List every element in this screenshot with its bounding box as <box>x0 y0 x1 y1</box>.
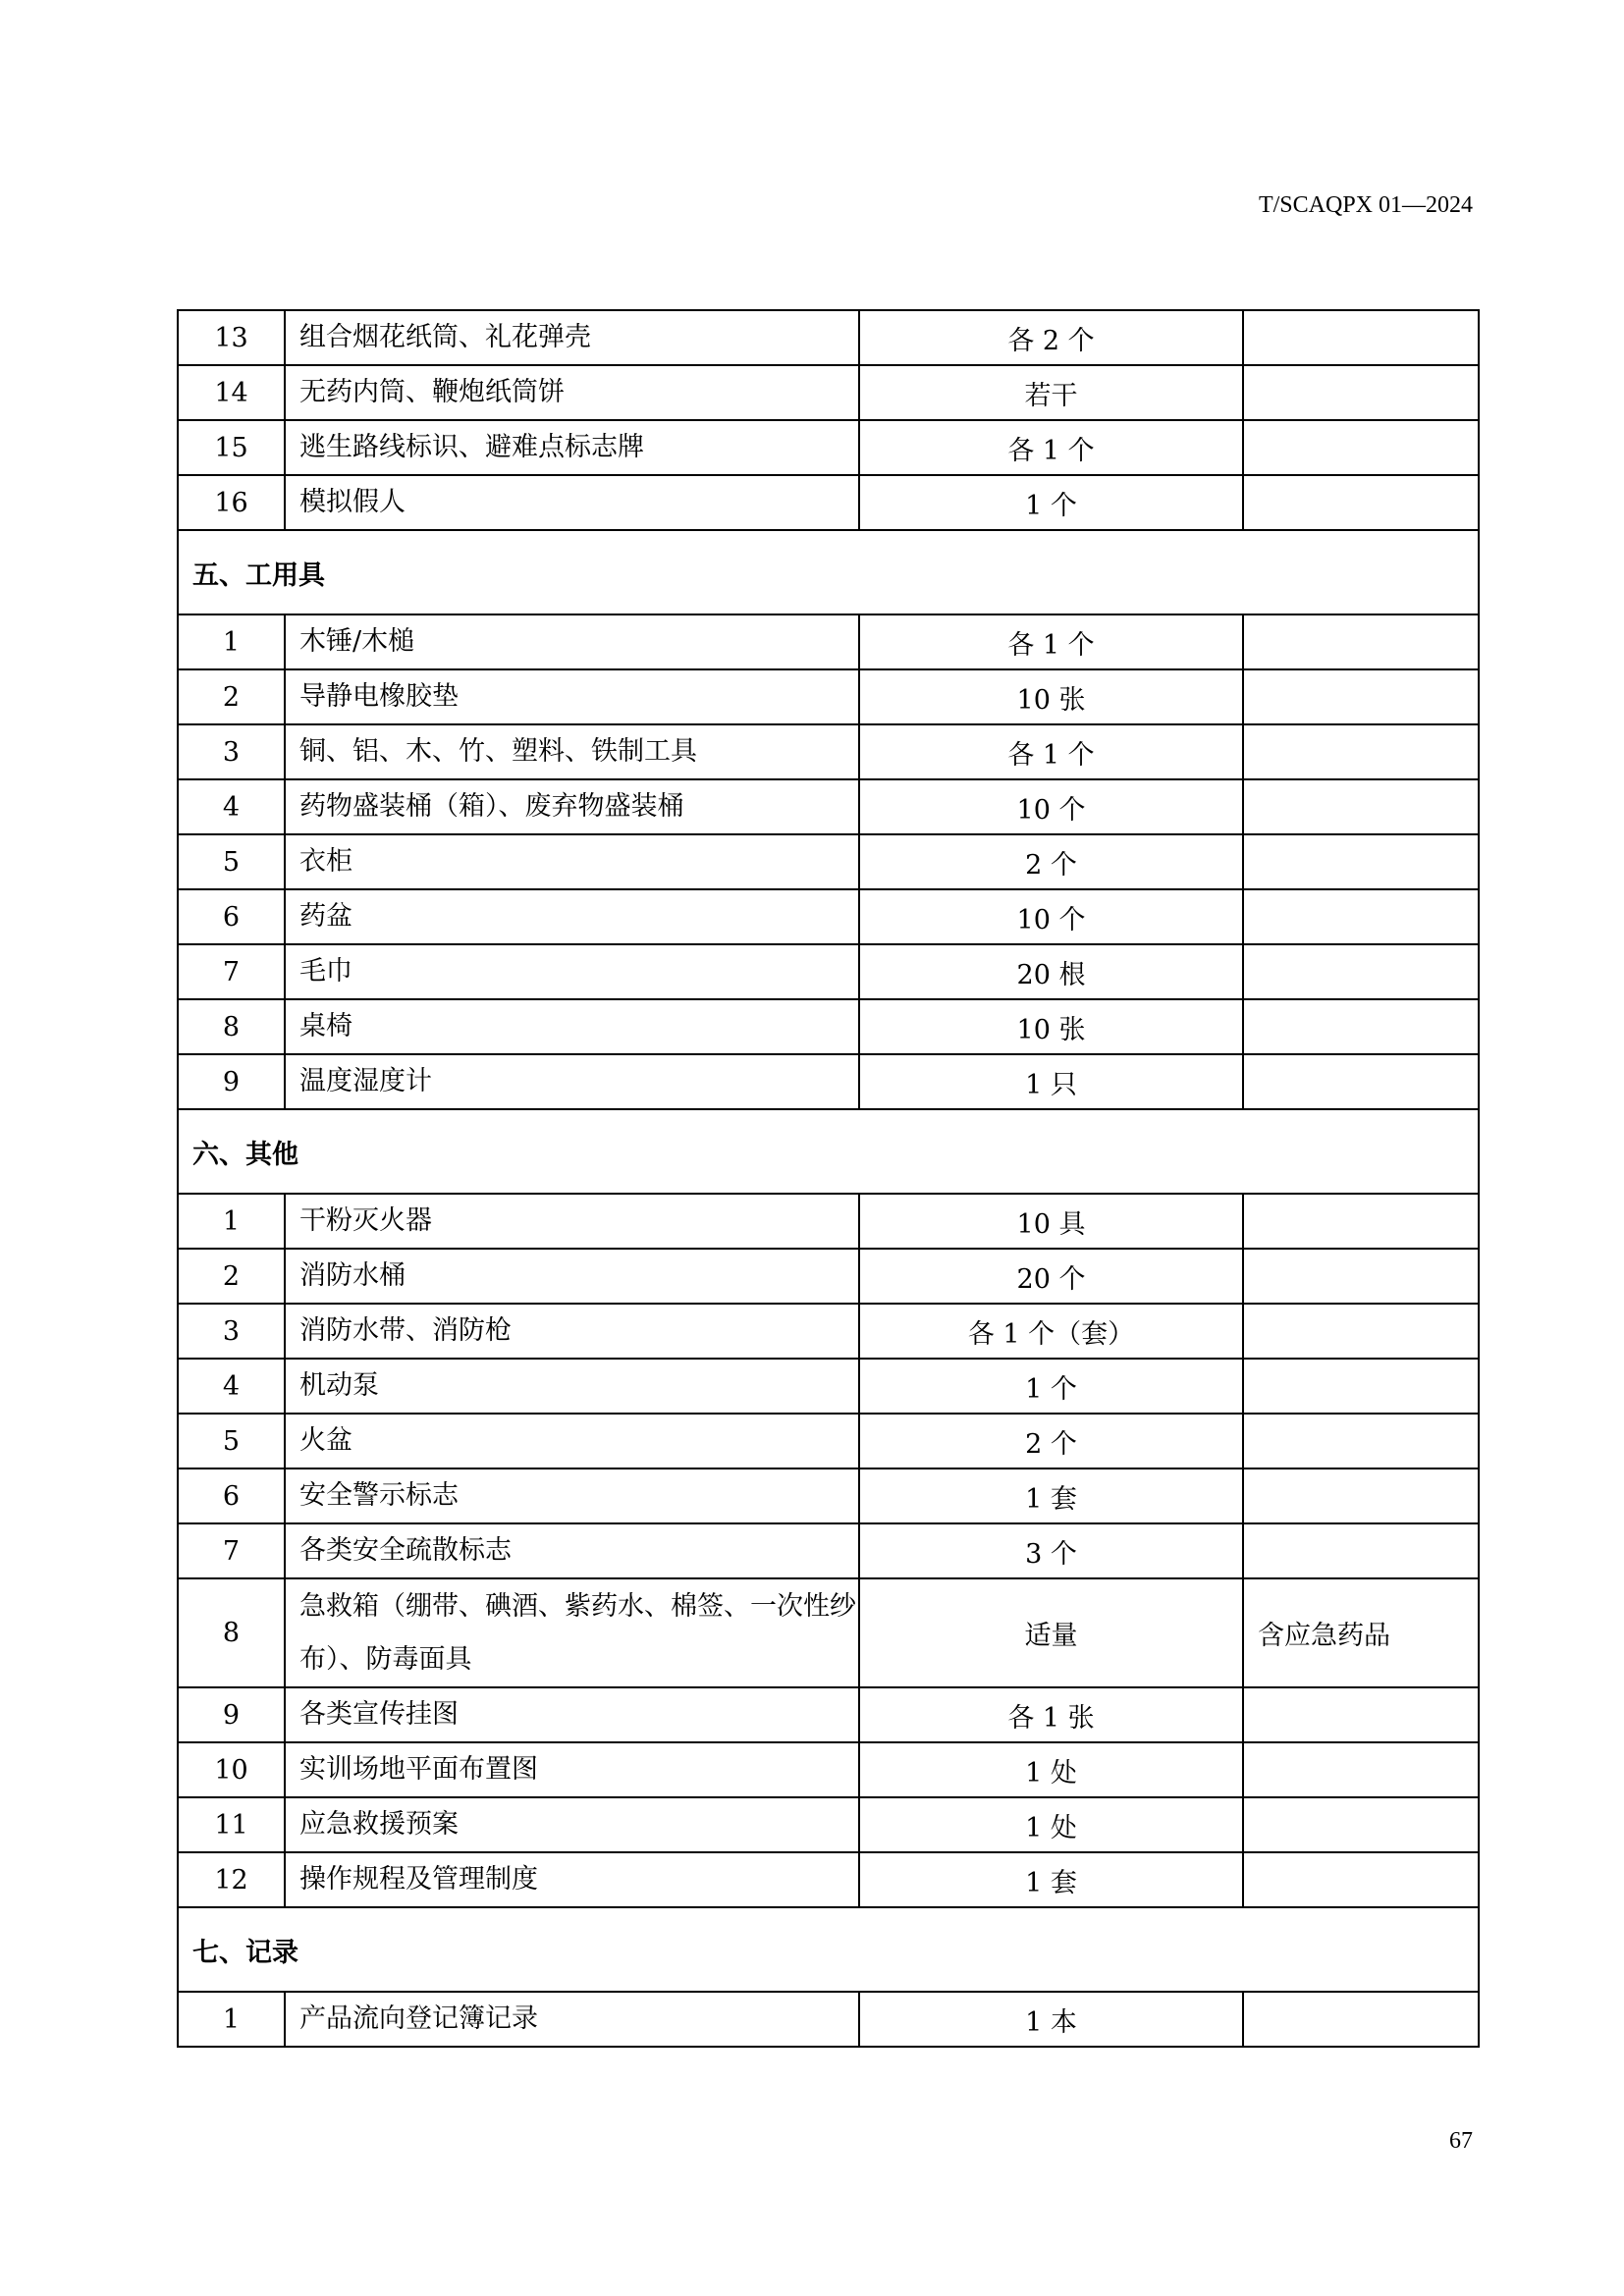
page-number: 67 <box>1449 2128 1473 2154</box>
table-row <box>178 310 1479 365</box>
item-quantity: 1 本 <box>859 1992 1243 2047</box>
item-note <box>1243 1359 1479 1414</box>
row-number: 3 <box>178 1304 285 1359</box>
row-number: 2 <box>178 669 285 724</box>
item-note <box>1243 1304 1479 1359</box>
item-name: 无药内筒、鞭炮纸筒饼 <box>285 365 859 420</box>
row-number: 12 <box>178 1852 285 1907</box>
item-quantity: 各 1 个 <box>859 724 1243 779</box>
item-name: 消防水桶 <box>285 1249 859 1304</box>
table-row <box>178 1054 1479 1109</box>
item-quantity: 各 1 张 <box>859 1687 1243 1742</box>
item-quantity: 1 处 <box>859 1742 1243 1797</box>
item-name: 安全警示标志 <box>285 1468 859 1523</box>
item-name: 木锤/木槌 <box>285 614 859 669</box>
table-row <box>178 1414 1479 1468</box>
row-number: 9 <box>178 1054 285 1109</box>
item-name: 急救箱（绷带、碘酒、紫药水、棉签、一次性纱布）、防毒面具 <box>285 1578 859 1687</box>
section-title: 六、其他 <box>178 1109 1479 1194</box>
item-note <box>1243 1194 1479 1249</box>
item-note <box>1243 1523 1479 1578</box>
item-quantity: 3 个 <box>859 1523 1243 1578</box>
table-row <box>178 1578 1479 1687</box>
item-note: 含应急药品 <box>1243 1578 1479 1687</box>
item-note <box>1243 1852 1479 1907</box>
section-title: 五、工用具 <box>178 530 1479 614</box>
item-quantity: 1 个 <box>859 475 1243 530</box>
section-header-tools <box>178 530 1479 614</box>
item-note <box>1243 1468 1479 1523</box>
row-number: 7 <box>178 944 285 999</box>
item-quantity: 各 2 个 <box>859 310 1243 365</box>
table-row <box>178 1249 1479 1304</box>
item-name: 各类安全疏散标志 <box>285 1523 859 1578</box>
item-quantity: 1 套 <box>859 1852 1243 1907</box>
row-number: 16 <box>178 475 285 530</box>
table-row <box>178 1304 1479 1359</box>
item-note <box>1243 475 1479 530</box>
item-name: 干粉灭火器 <box>285 1194 859 1249</box>
item-note <box>1243 889 1479 944</box>
item-note <box>1243 724 1479 779</box>
item-note <box>1243 999 1479 1054</box>
item-name: 衣柜 <box>285 834 859 889</box>
table-row <box>178 1468 1479 1523</box>
row-number: 4 <box>178 779 285 834</box>
item-name: 操作规程及管理制度 <box>285 1852 859 1907</box>
item-note <box>1243 779 1479 834</box>
table-row <box>178 1852 1479 1907</box>
row-number: 6 <box>178 889 285 944</box>
row-number: 4 <box>178 1359 285 1414</box>
table-row <box>178 724 1479 779</box>
item-name: 机动泵 <box>285 1359 859 1414</box>
row-number: 9 <box>178 1687 285 1742</box>
item-name: 各类宣传挂图 <box>285 1687 859 1742</box>
table-row <box>178 1742 1479 1797</box>
table-row <box>178 475 1479 530</box>
row-number: 7 <box>178 1523 285 1578</box>
item-name: 逃生路线标识、避难点标志牌 <box>285 420 859 475</box>
item-name: 实训场地平面布置图 <box>285 1742 859 1797</box>
item-quantity: 10 个 <box>859 779 1243 834</box>
item-quantity: 1 个 <box>859 1359 1243 1414</box>
item-note <box>1243 310 1479 365</box>
item-note <box>1243 365 1479 420</box>
row-number: 1 <box>178 1194 285 1249</box>
item-note <box>1243 1797 1479 1852</box>
item-name: 药物盛装桶（箱）、废弃物盛装桶 <box>285 779 859 834</box>
document-code: T/SCAQPX 01—2024 <box>1258 192 1473 218</box>
item-name: 导静电橡胶垫 <box>285 669 859 724</box>
item-quantity: 1 处 <box>859 1797 1243 1852</box>
item-quantity: 2 个 <box>859 1414 1243 1468</box>
table-row <box>178 1687 1479 1742</box>
row-number: 5 <box>178 834 285 889</box>
item-quantity: 20 个 <box>859 1249 1243 1304</box>
item-name: 毛巾 <box>285 944 859 999</box>
row-number: 6 <box>178 1468 285 1523</box>
row-number: 14 <box>178 365 285 420</box>
table-row <box>178 1523 1479 1578</box>
table-row <box>178 1194 1479 1249</box>
item-name: 模拟假人 <box>285 475 859 530</box>
row-number: 13 <box>178 310 285 365</box>
table-row <box>178 669 1479 724</box>
item-name: 应急救援预案 <box>285 1797 859 1852</box>
row-number: 15 <box>178 420 285 475</box>
table-row <box>178 420 1479 475</box>
section-header-other <box>178 1109 1479 1194</box>
item-note <box>1243 614 1479 669</box>
item-note <box>1243 1054 1479 1109</box>
item-quantity: 2 个 <box>859 834 1243 889</box>
row-number: 10 <box>178 1742 285 1797</box>
item-quantity: 20 根 <box>859 944 1243 999</box>
table-row <box>178 999 1479 1054</box>
table-row <box>178 1359 1479 1414</box>
equipment-table <box>177 309 1480 2048</box>
item-name: 温度湿度计 <box>285 1054 859 1109</box>
row-number: 1 <box>178 1992 285 2047</box>
item-note <box>1243 1414 1479 1468</box>
row-number: 11 <box>178 1797 285 1852</box>
table-row <box>178 779 1479 834</box>
row-number: 2 <box>178 1249 285 1304</box>
table-row <box>178 1797 1479 1852</box>
item-quantity: 各 1 个 <box>859 420 1243 475</box>
item-note <box>1243 1742 1479 1797</box>
item-note <box>1243 420 1479 475</box>
row-number: 3 <box>178 724 285 779</box>
table-row <box>178 614 1479 669</box>
row-number: 5 <box>178 1414 285 1468</box>
row-number: 8 <box>178 999 285 1054</box>
item-quantity: 1 只 <box>859 1054 1243 1109</box>
section-title: 七、记录 <box>178 1907 1479 1992</box>
table-row <box>178 944 1479 999</box>
item-quantity: 各 1 个 <box>859 614 1243 669</box>
row-number: 1 <box>178 614 285 669</box>
item-quantity: 10 张 <box>859 999 1243 1054</box>
item-name: 火盆 <box>285 1414 859 1468</box>
item-note <box>1243 1992 1479 2047</box>
table-row <box>178 889 1479 944</box>
item-name: 组合烟花纸筒、礼花弹壳 <box>285 310 859 365</box>
item-name: 消防水带、消防枪 <box>285 1304 859 1359</box>
item-quantity: 适量 <box>859 1578 1243 1687</box>
item-quantity: 10 具 <box>859 1194 1243 1249</box>
item-name: 桌椅 <box>285 999 859 1054</box>
item-quantity: 10 张 <box>859 669 1243 724</box>
item-note <box>1243 669 1479 724</box>
item-note <box>1243 834 1479 889</box>
item-note <box>1243 944 1479 999</box>
item-quantity: 各 1 个（套） <box>859 1304 1243 1359</box>
section-header-records <box>178 1907 1479 1992</box>
item-name: 药盆 <box>285 889 859 944</box>
item-quantity: 10 个 <box>859 889 1243 944</box>
item-quantity: 1 套 <box>859 1468 1243 1523</box>
table-row <box>178 834 1479 889</box>
item-quantity: 若干 <box>859 365 1243 420</box>
item-note <box>1243 1249 1479 1304</box>
row-number: 8 <box>178 1578 285 1687</box>
item-name: 产品流向登记簿记录 <box>285 1992 859 2047</box>
item-name: 铜、铝、木、竹、塑料、铁制工具 <box>285 724 859 779</box>
item-note <box>1243 1687 1479 1742</box>
table-row <box>178 365 1479 420</box>
table-row <box>178 1992 1479 2047</box>
